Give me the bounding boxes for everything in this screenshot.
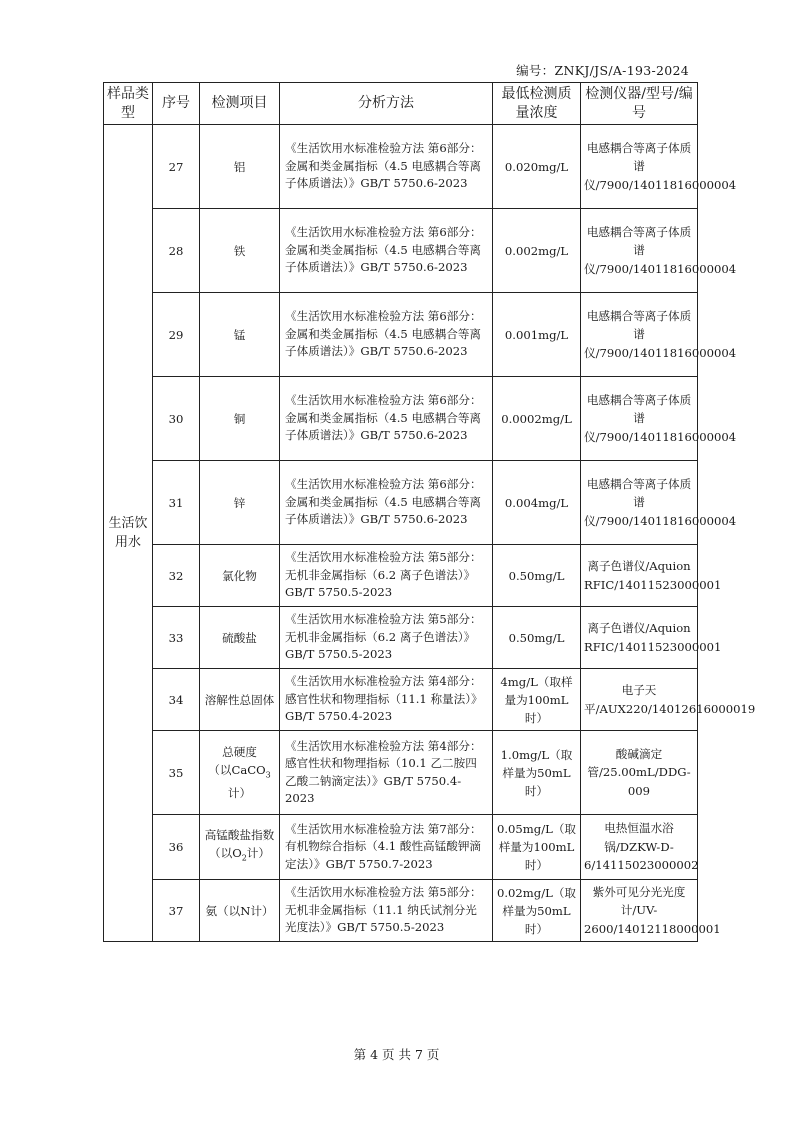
table-row bbox=[104, 731, 698, 815]
sample-type-cell: 生活饮用水 bbox=[104, 125, 153, 942]
method-cell: 《生活饮用水标准检验方法 第4部分：感官性状和物理指标（10.1 乙二胺四乙酸二钠滴定法）》GB/T 5750.4-2023 bbox=[280, 731, 493, 815]
item-text: 高锰酸盐指数 bbox=[204, 828, 275, 843]
min-conc-cell: 1.0mg/L（取样量为50mL时） bbox=[493, 731, 581, 815]
item-text: （以O bbox=[209, 846, 242, 861]
item-text: 总硬度 bbox=[222, 744, 257, 759]
item-cell: 溶解性总固体 bbox=[200, 669, 280, 731]
min-conc-cell: 0.50mg/L bbox=[493, 545, 581, 607]
min-conc-cell: 0.05mg/L（取样量为100mL时） bbox=[493, 815, 581, 880]
seq-cell: 35 bbox=[153, 731, 200, 815]
item-subscript: 2 bbox=[241, 853, 247, 863]
table-row bbox=[104, 669, 698, 731]
min-conc-cell: 0.002mg/L bbox=[493, 209, 581, 293]
item-text: （以CaCO bbox=[208, 762, 266, 777]
page-footer: 第 4 页 共 7 页 bbox=[353, 1047, 440, 1062]
item-subscript: 3 bbox=[265, 770, 271, 780]
header-item: 检测项目 bbox=[200, 83, 280, 125]
seq-cell: 37 bbox=[153, 880, 200, 942]
header-method: 分析方法 bbox=[280, 83, 493, 125]
instrument-cell: 电热恒温水浴锅/DZKW-D-6/14115023000002 bbox=[581, 815, 698, 880]
seq-cell: 28 bbox=[153, 209, 200, 293]
method-cell: 《生活饮用水标准检验方法 第6部分：金属和类金属指标（4.5 电感耦合等离子体质谱法）》GB/T 5750.6-2023 bbox=[280, 293, 493, 377]
min-conc-cell: 0.02mg/L（取样量为50mL时） bbox=[493, 880, 581, 942]
item-cell: 硫酸盐 bbox=[200, 607, 280, 669]
table-row bbox=[104, 880, 698, 942]
item-cell: 锰 bbox=[200, 293, 280, 377]
seq-cell: 31 bbox=[153, 461, 200, 545]
min-conc-cell: 0.001mg/L bbox=[493, 293, 581, 377]
item-cell: 氯化物 bbox=[200, 545, 280, 607]
min-conc-cell: 0.004mg/L bbox=[493, 461, 581, 545]
method-cell: 《生活饮用水标准检验方法 第5部分：无机非金属指标（11.1 纳氏试剂分光光度法）》GB/T 5750.5-2023 bbox=[280, 880, 493, 942]
seq-cell: 33 bbox=[153, 607, 200, 669]
item-cell: 铁 bbox=[200, 209, 280, 293]
seq-cell: 34 bbox=[153, 669, 200, 731]
method-cell: 《生活饮用水标准检验方法 第6部分：金属和类金属指标（4.5 电感耦合等离子体质谱法）》GB/T 5750.6-2023 bbox=[280, 125, 493, 209]
instrument-cell: 酸碱滴定管/25.00mL/DDG-009 bbox=[581, 731, 698, 815]
item-text: 计） bbox=[246, 846, 270, 861]
table-header-row bbox=[104, 83, 698, 125]
instrument-cell: 离子色谱仪/Aquion RFIC/14011523000001 bbox=[581, 545, 698, 607]
item-cell: 铝 bbox=[200, 125, 280, 209]
min-conc-cell: 0.020mg/L bbox=[493, 125, 581, 209]
item-text: 计） bbox=[227, 786, 252, 801]
table-row bbox=[104, 545, 698, 607]
document-code: 编号：ZNKJ/JS/A-193-2024 bbox=[516, 63, 689, 78]
instrument-cell: 紫外可见分光光度计/UV-2600/14012118000001 bbox=[581, 880, 698, 942]
table-row bbox=[104, 377, 698, 461]
table-row bbox=[104, 293, 698, 377]
instrument-cell: 电感耦合等离子体质谱仪/7900/14011816000004 bbox=[581, 293, 698, 377]
item-cell: 铜 bbox=[200, 377, 280, 461]
seq-cell: 27 bbox=[153, 125, 200, 209]
method-cell: 《生活饮用水标准检验方法 第6部分：金属和类金属指标（4.5 电感耦合等离子体质谱法）》GB/T 5750.6-2023 bbox=[280, 461, 493, 545]
instrument-cell: 电感耦合等离子体质谱仪/7900/14011816000004 bbox=[581, 209, 698, 293]
instrument-cell: 电感耦合等离子体质谱仪/7900/14011816000004 bbox=[581, 125, 698, 209]
table-row bbox=[104, 209, 698, 293]
header-sample-type: 样品类型 bbox=[104, 83, 153, 125]
detection-table bbox=[103, 82, 756, 942]
table-row bbox=[104, 125, 698, 209]
method-cell: 《生活饮用水标准检验方法 第5部分：无机非金属指标（6.2 离子色谱法）》GB/T 5750.5-2023 bbox=[280, 545, 493, 607]
header-min-conc: 最低检测质量浓度 bbox=[493, 83, 581, 125]
instrument-cell: 离子色谱仪/Aquion RFIC/14011523000001 bbox=[581, 607, 698, 669]
table-row bbox=[104, 815, 698, 880]
header-instrument: 检测仪器/型号/编号 bbox=[581, 83, 698, 125]
seq-cell: 29 bbox=[153, 293, 200, 377]
seq-cell: 36 bbox=[153, 815, 200, 880]
method-cell: 《生活饮用水标准检验方法 第7部分：有机物综合指标（4.1 酸性高锰酸钾滴定法）》GB/T 5750.7-2023 bbox=[280, 815, 493, 880]
min-conc-cell: 0.0002mg/L bbox=[493, 377, 581, 461]
method-cell: 《生活饮用水标准检验方法 第5部分：无机非金属指标（6.2 离子色谱法）》GB/T 5750.5-2023 bbox=[280, 607, 493, 669]
header-seq: 序号 bbox=[153, 83, 200, 125]
seq-cell: 32 bbox=[153, 545, 200, 607]
instrument-cell: 电感耦合等离子体质谱仪/7900/14011816000004 bbox=[581, 377, 698, 461]
table-row bbox=[104, 461, 698, 545]
method-cell: 《生活饮用水标准检验方法 第6部分：金属和类金属指标（4.5 电感耦合等离子体质谱法）》GB/T 5750.6-2023 bbox=[280, 377, 493, 461]
min-conc-cell: 4mg/L（取样量为100mL时） bbox=[493, 669, 581, 731]
instrument-cell: 电子天平/AUX220/14012616000019 bbox=[581, 669, 698, 731]
method-cell: 《生活饮用水标准检验方法 第6部分：金属和类金属指标（4.5 电感耦合等离子体质谱法）》GB/T 5750.6-2023 bbox=[280, 209, 493, 293]
min-conc-cell: 0.50mg/L bbox=[493, 607, 581, 669]
item-cell: 锌 bbox=[200, 461, 280, 545]
instrument-cell: 电感耦合等离子体质谱仪/7900/14011816000004 bbox=[581, 461, 698, 545]
item-cell: 氨（以N计） bbox=[200, 880, 280, 942]
seq-cell: 30 bbox=[153, 377, 200, 461]
item-cell bbox=[200, 731, 280, 815]
item-cell bbox=[200, 815, 280, 880]
method-cell: 《生活饮用水标准检验方法 第4部分：感官性状和物理指标（11.1 称量法）》GB/T 5750.4-2023 bbox=[280, 669, 493, 731]
table-row bbox=[104, 607, 698, 669]
